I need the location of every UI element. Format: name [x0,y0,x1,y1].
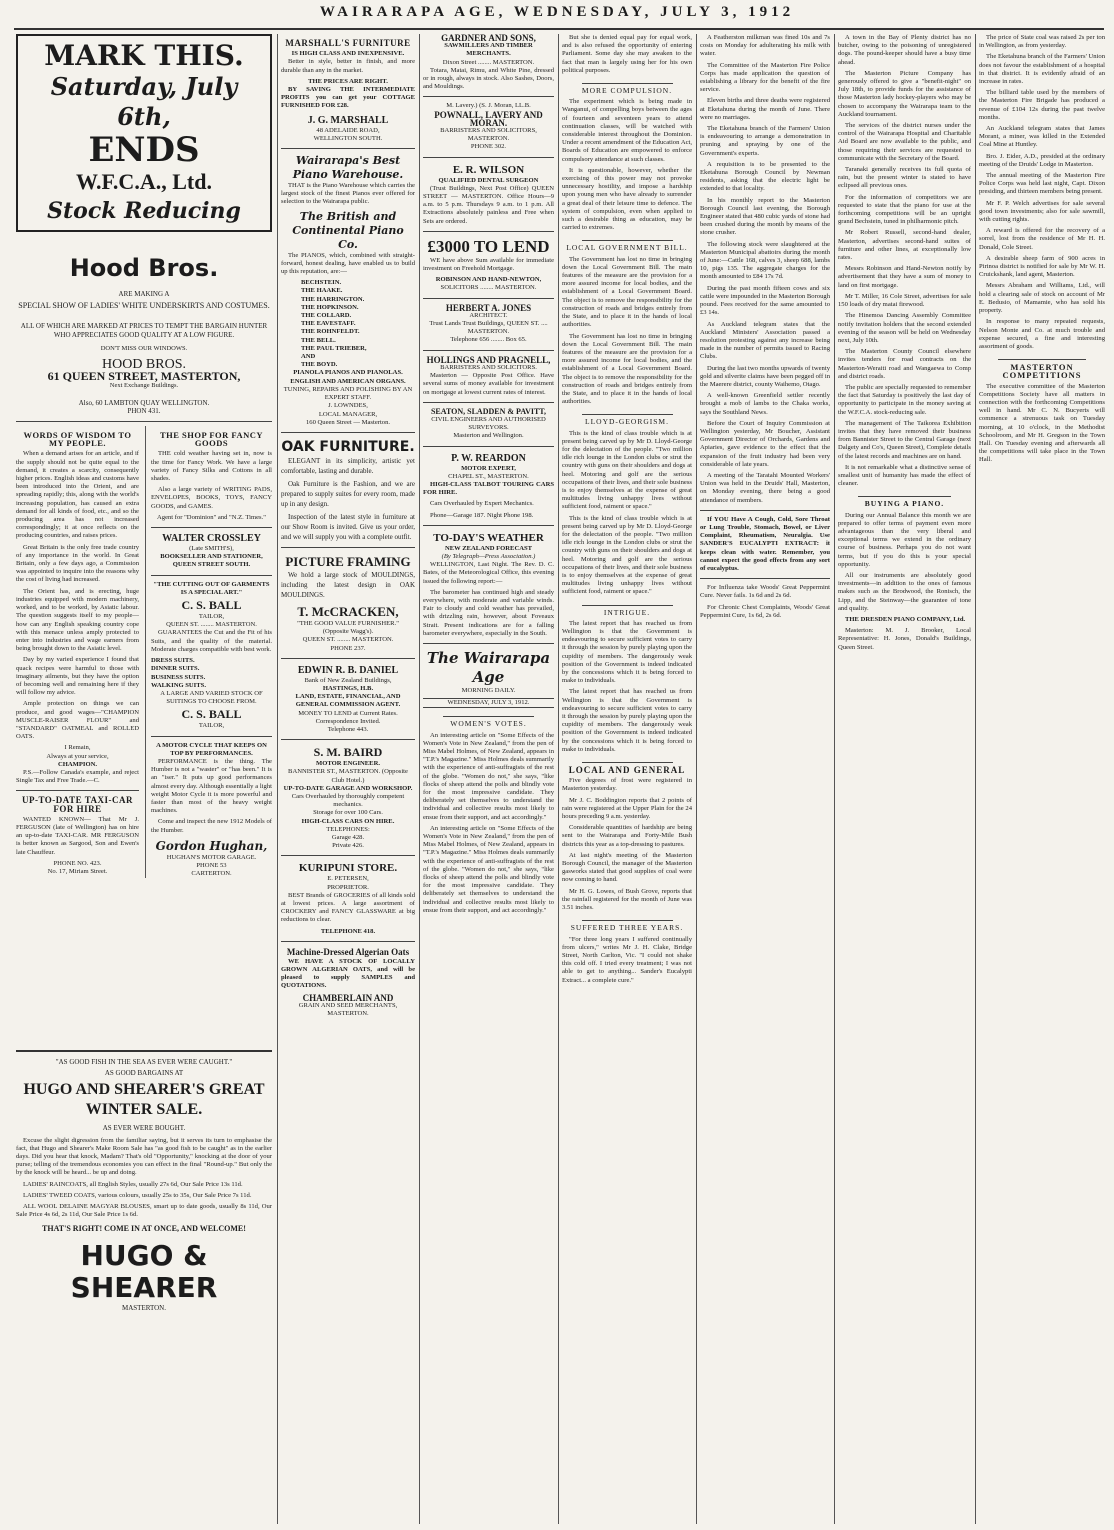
garner-sub: SAWMILLERS AND TIMBER MERCHANTS. [444,42,533,58]
col7-para: It is not remarkable what a distinctive sense of smallest unit of humanity has made the effect of cleaner. [838,463,971,488]
intrigue-text: The latest report that has reached us from Wellington is that the Government is endeavouring to secure sufficient votes to carry it through the session by purely playing upon the cupidity of members. The dangerously weak position of the Government is indeed indicated by the concessions which it is being forced to make to individuals. [562,688,692,753]
reardon-sub: MOTOR EXPERT, [461,464,516,472]
column-6 [838,34,971,1524]
humber-text: PERFORMANCE is the thing. The Humber is not a "waster" or "has been." It is an "iser." It puts up good performances almost every day. Although essentially a light weight Motor Cycle it is more powerful and faster than most of the heavy weight machines. [151,757,272,815]
mark-company: W.F.C.A., Ltd. [76,169,212,194]
col5-para: During the past month fifteen cows and six cattle were impounded in the Masterton Borough pound. Fees received for the same amounted to £3 14s. [700,284,830,317]
women-title: WOMEN'S VOTES. [423,716,554,728]
oats-text: WE HAVE A STOCK OF LOCALLY GROWN ALGERIAN OATS, and will be pleased to supply SAMPLES and QUOTATIONS. [281,957,415,990]
masthead-rule [14,28,1104,30]
hugo-closing: THAT'S RIGHT! COME IN AT ONCE, AND WELCOME! [42,1224,246,1234]
col6-para: A meeting of the Taratahi Mounted Workers' Union was held in the Druids' Hall, Masterton, on Monday evening, there being a good attendance of members. [700,471,830,504]
kuripuni-text: BEST Brands of GROCERIES of all kinds sold at lowest prices. A large assortment of CROCKERY and FANCY GLASSWARE at big reductions to clear. [281,891,415,924]
compulsion-title: MORE COMPULSION. [562,83,692,95]
masthead: WAIRARAPA AGE, WEDNESDAY, JULY 3, 1912 [319,4,795,20]
women-text: An interesting article on "Some Effects of the Women's Vote in New Zealand," from the pen of Miss Mabel Holmes, of New Zealand, appears in "T.P.'s Magazine." Miss Holmes deals summarily with the experience of anti-suffragists of the rest of the globe. "Women do not," she says, "like flocks of sheep attend the polls and blindly vote for the most impressive candidate. They deliberately set themselves to understand the individual and collective results most likely to ensue from their support, and act accordingly." [423,731,554,821]
ball-suit: WALKING SUITS. [151,681,206,689]
piano-sale-title: BUYING A PIANO. [838,496,971,508]
wilson-text: (Trust Buildings, Next Post Office) QUEEN STREET — MASTERTON. Office Hours—9 a.m. to 5 p.m. Thursdays 9 a.m. to 1 p.m. All Extractions absolutely painless and Free when Sets are ordered. [423,184,554,225]
column-divider [277,34,278,1524]
col5-para: A requisition is to be presented to the Eketahuna Borough Council by Newman residents, asking that the electric light be extended to that locality. [700,160,830,193]
hugo-title: HUGO AND SHEARER'S GREAT WINTER SALE. [23,1081,265,1119]
oak-text: ELEGANT in its simplicity, artistic yet comfortable, lasting and durable. [281,456,415,475]
suffered-text: "For three long years I suffered continually from ulcers," writes Mr J. H. Clake, Bridge Street, North Carlton, Vic. "I could not shake this cold off. I tried every treatment; I was not able to get to anything... Sander's Eucalypti Extract... a complete cure." [562,935,692,984]
column-divider [696,34,697,1524]
lend-text: WE have above Sum available for immediate investment on Freehold Mortgage. [423,256,554,273]
ball-street: QUEEN ST. ........ MASTERTON. [166,621,257,629]
col6-para: A town in the Bay of Plenty district has no butcher, owing to the poisoning of unregistered dogs. The pound-keeper should have a busy time ahead. [838,34,971,66]
wisdom-article [16,426,139,878]
taxi-text: WANTED KNOWN— That Mr J. FERGUSON (late of Wellington) has on hire an up-to-date TAXI-CAR. MR FERGUSON is better known as Sargood, Son and Ewen's late Chauffeur. [16,815,139,856]
ball-suit: BUSINESS SUITS. [151,673,206,681]
wisdom-sign: I Remain, [64,744,91,752]
hood-line: DON'T MISS OUR WINDOWS. [100,344,188,352]
hugo-shearer-ad [16,1050,272,1524]
column-7 [979,34,1105,1524]
col6-para: A well-known Greenfield settler recently brought a mob of lambs to the Chaka works, says the Southland News. [700,392,830,416]
kuripuni-name: E. PETERSEN, [327,875,369,883]
lavery-names: M. Lavery.) (S. J. Moran, LL.B. [446,102,531,110]
piano-brand: THE ROHNFELDT. [301,328,360,336]
hugo-sub2: AS EVER WERE BOUGHT. [102,1124,186,1133]
weather-sub: NEW ZEALAND FORECAST [444,544,533,552]
wisdom-para: Day by my varied experience I found that quack recipes were harmful to those with imaginary ailments, but they have the option of becoming well and remaining here if they will follow my advice. [16,656,139,697]
hugo-item: LADIES' TWEED COATS, various colours, usually 25s to 35s, Our Sale Price 7s 11d. [23,1191,252,1199]
col7-para: The Eketahuna branch of the Farmers' Union does not favour the establishment of a hospital in that district. It is evidently afraid of an increase in rates. [979,53,1105,86]
oats-title: Machine-Dressed Algerian Oats [286,946,410,957]
col5-para: The Eketahuna branch of the Farmers' Union is endeavouring to arrange a demonstration in pruning and spraying by one of the Government's experts. [700,125,830,157]
marshall-town: WELLINGTON SOUTH. [313,134,383,142]
hood-line: 61 QUEEN STREET, MASTERTON, [47,369,241,384]
hood-line: PHON 431. [127,406,161,415]
local-general-para: Mr H. G. Lowes, of Bush Grove, reports that the rainfall registered for the month of June was 3.51 inches. [562,887,692,912]
col7-para: An Auckland telegram states that James Morant, a miner, was killed in the Extended Coal Mine at Huntley. [979,125,1105,149]
column-1 [16,34,272,1034]
hood-line: HOOD BROS. [101,357,186,373]
kuripuni-title: KURIPUNI STORE. [298,862,398,875]
piano-brand: AND [301,353,316,361]
seaton-sub: CIVIL ENGINEERS AND AUTHORISED SURVEYORS. [431,415,546,432]
column-divider [975,34,976,1524]
col6-para: Taranaki generally receives its full quota of rain, but the present winter is stated to have eclipsed all previous ones. [838,166,971,190]
lloyd-title: LLOYD-GEORGISM. [562,414,692,426]
local-general-para: At last night's meeting of the Masterton Borough Council, the manager of the Masterton gasworks stated that good supplies of coal were now coming to hand. [562,851,692,884]
mccracken-phone: PHONE 237. [330,644,366,652]
piano-brand: THE PAUL TRIEBER, [301,344,367,352]
col6-para: The Masterton Picture Company has generously offered to give a "benefit-night" on July 18th, to provide funds for the assistance of those Masterton lady hockey-players who may be chosen to accompany the Wairarapa team to the Auckland tournament. [838,69,971,118]
fancy-agent: Agent for "Dominion" and "N.Z. Times." [157,513,266,521]
piano-brand: THE EAVESTAFF. [301,320,356,328]
jones-title: HERBERT A. JONES [445,302,532,313]
hugo-place: MASTERTON. [122,1303,166,1312]
col5-para: A Featherston milkman was fined 10s and 7s costs on Monday for adulterating his milk with water. [700,34,830,58]
wilson-title: E. R. WILSON [452,163,525,176]
garner-addr: Dixon Street ........ MASTERTON. [442,58,535,66]
intrigue-text: The latest report that has reached us from Wellington is that the Government is endeavouring to secure sufficient votes to carry it through the session by purely playing upon the cupidity of members. The dangerously weak position of the Government is indeed indicated by the concessions which it is being forced to make to individuals. [562,619,692,685]
weather-title: TO-DAY'S WEATHER [433,531,544,544]
col7-para: Messrs Abraham and Williams, Ltd., will hold a clearing sale of stock on account of Mr E. Bedusio, of Mamamie, who has sold his property. [979,282,1105,315]
taxi-title: UP-TO-DATE TAXI-CAR FOR HIRE [21,795,134,814]
col7-para: Messrs Robinson and Hand-Newton notify by advertisement that they have a sum of money to land on first mortgage. [838,265,971,289]
marshall-prices: THE PRICES ARE RIGHT. [308,77,388,85]
marshall-title: MARSHALL'S FURNITURE [285,38,411,48]
piano-organs: PIANOLA PIANOS AND PIANOLAS. [293,369,403,377]
taxi-address: No. 17, Miriam Street. [47,867,108,875]
humber-name: Gordon Hughan, [155,838,268,853]
suffered-title: SUFFERED THREE YEARS. [562,920,692,932]
weather-by: (By Telegraph—Press Association.) [441,552,536,560]
jones-phone: Telephone 656 ........ Box 65. [450,336,527,344]
marshall-text: Better in style, better in finish, and more durable than any in the market. [281,58,415,74]
col4-intro: But she is denied equal pay for equal work, and is also refused the opportunity of entering Parliament. Some day she may awaken to the fact that man is largely using her for his own political purposes. [562,34,692,74]
ball-role-2: TAILOR, [198,722,225,730]
hugo-top: "AS GOOD FISH IN THE SEA AS EVER WERE CAUGHT." [55,1058,233,1066]
hood-title: Hood Bros. [69,254,219,282]
piano-brand: THE BELL. [301,336,336,344]
local-gov-text: The Government has lost no time in bringing down the Local Government Bill. The main features of the measure are the provision for a more assured income for local bodies, and the establishment of a Local Government Board. The object is to remove the responsibility for the construction of roads and bridges entirely from the State, and to place it in the hands of local authorities. [562,255,692,329]
ball-quote: "THE CUTTING OUT OF GARMENTS IS A SPECIAL ART." [153,580,270,596]
daniel-sub: Bank of New Zealand Buildings, [304,676,392,684]
age-title: The Wairarapa Age [426,648,551,686]
wilson-sub: QUALIFIED DENTAL SURGEON [438,176,539,184]
garner-text: Totara, Matai, Rimu, and White Pine, dressed or in rough, always in stock. Also Sashes, Doors, and Mouldings. [423,66,554,91]
ball-name-2: C. S. BALL [181,707,242,722]
lloyd-text: This is the kind of class trouble which is at present being carved up by Mr D. Lloyd-George for the delectation of the people. "Two million idle rich lounge in the London clubs or strut the country with guns on their shoulders and dogs at heel. Motoring and golf are the serious occupations of their lives, and their sole business is to enjoy themselves at the expense of great multitudes living unhappy lives without sufficient food, raiment or space." [562,429,692,511]
hollings-title: HOLLINGS AND PRAGNELL, [426,354,551,365]
baird-hire: HIGH-CLASS CARS ON HIRE. [301,817,395,825]
piano-title: Wairarapa's Best Piano Warehouse. [292,154,404,182]
col7-para: The management of The Taikorea Exhibition invites that they have removed their business from Bannister Street to the Central Garage (next Dalgety and Co's, Queen Street), Complete details of the latest records and machines are on hand. [838,419,971,460]
humber-text: Come and inspect the new 1912 Models of the Humber. [151,818,272,834]
wisdom-sign: Always at your service, [46,752,109,760]
hugo-name: HUGO & SHEARER [70,1238,218,1304]
column-4 [562,34,692,1524]
mark-date: Saturday, July 6th, [50,72,238,131]
col5-para: The following stock were slaughtered at the Masterton Municipal abattoirs during the month of June:—Cattle 168, calves 3, sheep 688, lambs 10, pigs 135. The aggregate charges for the month amounted to £84 17s 7d. [700,240,830,281]
col7-para: The annual meeting of the Masterton Fire Police Corps was held last night, Capt. Dixon presiding, and thirteen members being present. [979,172,1105,196]
competitions-title: MASTERTON COMPETITIONS [979,359,1105,379]
col7-para: A reward is offered for the recovery of a sorrel, lost from the residence of Mr H. H. Donald, Cole Street. [979,227,1105,251]
column-divider [558,34,559,1524]
crossley-name: WALTER CROSSLEY [162,533,261,545]
col7-para: The Masterton County Council elsewhere invites tenders for road contracts on the Masterton-Weraiti road and Wangaewa to Comp and district roads. [838,348,971,380]
col6-para: During the last two months upwards of twenty gold and silverite claims have been pegged off in the Maerere district, county Waihemo, Otago. [700,364,830,388]
piano-sale-addr: Masterton: M. J. Brooker, Local Representative: H. Jones, Donald's Buildings, Queen Street. [838,627,971,651]
british-piano: The British and Continental Piano Co. [292,209,404,251]
piano-brand: THE HARRINGTON. [301,295,365,303]
daniel-title: EDWIN R. B. DANIEL [297,664,399,676]
piano-sale-name: THE DRESDEN PIANO COMPANY, Ltd. [845,616,966,623]
col6-para: For the information of competitors we are requested to state that the piano for use at the forthcoming competitions will be an upright grand Bechstein, tuned in philharmonic pitch. [838,193,971,226]
daniel-town: HASTINGS, H.B. [322,684,374,692]
piano-role: LOCAL MANAGER, [318,410,378,418]
lend-role: SOLICITORS ........ MASTERTON. [440,284,537,292]
jones-sub: ARCHITECT. [469,311,508,319]
fancy-title: THE SHOP FOR FANCY GOODS [159,430,264,449]
weather-text: WELLINGTON, Last Night. The Rev. D. C. Bates, of the Meteorological Office, this evening issued the following report:— [423,561,554,585]
daniel-role: LAND, ESTATE, FINANCIAL, AND GENERAL COMMISSION AGENT. [295,693,401,709]
women-text: An interesting article on "Some Effects of the Women's Vote in New Zealand," from the pen of Miss Mabel Holmes, of New Zealand, appears in "T.P.'s Magazine." Miss Holmes deals summarily with the experience of anti-suffragists of the rest of the globe. "Women do not," she says, "like flocks of sheep attend the polls and blindly vote for the most impressive candidate. They deliberately set themselves to understand the individual and collective results most likely to ensue from their support, and act accordingly." [423,824,554,914]
mccracken-name: T. McCRACKEN, [297,603,399,619]
local-gov-title: LOCAL GOVERNMENT BILL. [562,240,692,252]
lavery-sub: BARRISTERS AND SOLICITORS, MASTERTON. [440,127,537,143]
baird-garage: Garage 428. [331,833,365,841]
baird-private: Private 426. [332,842,364,850]
woods-ad: For Chronic Chest Complaints, Woods' Great Peppermint Cure, 1s 6d, 2s 6d. [700,603,830,619]
humber-garage: HUGHAN'S MOTOR GARAGE. [166,853,257,861]
daniel-money: MONEY TO LEND at Current Rates. [298,709,398,717]
baird-tels: TELEPHONES: [326,825,370,833]
col7-para: The public are specially requested to remember the fact that Saturday is positively the last day of opportunity to participate in the money saving at the W.F.C.A. stock-reducing sale. [838,383,971,416]
piano-brand: THE BOYD. [301,361,338,369]
wisdom-para: When a demand arises for an article, and if the supply should not be quite equal to the demand, it creates a scarcity, consequently higher prices. English ideas and customs have been introduced into the Orient, and are spreading rapidly; this, along with the world's increasing population, has caused an extra demand for all kinds of food, etc., and so the producing area has not increased correspondingly; it at once reflects on the producing countries, and raises prices. [16,450,139,540]
age-date: WEDNESDAY, JULY 3, 1912. [423,698,554,708]
column-3 [423,34,554,1524]
ball-suit: DINNER SUITS. [151,665,200,673]
ball-role: TAILOR, [198,613,225,621]
piano-manager: J. LOWNDES, [328,402,368,410]
weather-text2: The barometer has continued high and steady everywhere, with moderate and variable winds. Fair to cloudy and cold weather has prevailed, with drizzling rain, however, about Foveaux Strait. Present indications are for a falling barometer everywhere, especially in the South. [423,588,554,637]
col7-para: Mr Robert Russell, second-hand dealer, Masterton, advertises second-hand suites of furniture and other lines, at exceptionally low rates. [838,229,971,262]
piano-brand: THE HAAKE. [301,287,343,295]
mark-stock-reducing: Stock Reducing [47,198,241,224]
mccracken-opp: (Opposite Wagg's). [322,628,374,636]
col7-para: The price of State coal was raised 2s per ton in Wellington, as from yesterday. [979,34,1105,50]
reardon-addr: CHAPEL ST., MASTERTON. [448,472,529,480]
oats-name: CHAMBERLAIN AND [302,992,394,1003]
fancy-text: THE cold weather having set in, now is the time for Fancy Work. We have a large variety of Fancy Silks and Cottons in all shades. [151,450,272,483]
col7-para: Mr T. Miller, 16 Cole Street, advertises for sale 150 loads of dry matai firewood. [838,292,971,309]
lend-name: ROBINSON AND HAND-NEWTON, [435,276,542,284]
hood-line: Also, 60 LAMBTON QUAY WELLINGTON. [78,398,210,407]
hugo-text: Excuse the slight digression from the familiar saying, but it serves its turn to emphasise the fact, that Hugo and Shearer's Make Room Sale has "as good fish to be caught" as in the earlier days. Did you hear that knock, Madam? That's old "Opportunity," knocking at the door of your purse; telling of the tremendous economies you can effect in the final "Round-up." But only the by the knock will be heard... be up and doing. [16,1136,272,1177]
kuripuni-role: PROPRIETOR. [327,883,369,891]
reardon-title: P. W. REARDON [451,452,526,464]
wisdom-para: Great Britain is the only free trade country of any importance in the world. In Great Britain, only a few days ago, a Commission was appointed to inquire into the reasons why the cost of living had increased. [16,543,139,584]
local-general-title: LOCAL AND GENERAL [562,762,692,774]
garner-title: GARDNER AND SONS, [441,34,536,43]
mccracken-sub: "THE GOOD VALUE FURNISHER." [297,619,399,627]
mark-ends: ENDS [88,130,200,170]
piano-sale-text: All our instruments are absolutely good investments—in addition to the ones of famous makes such as the Brodwood, the Ronisch, the Lipp, and the Steinway—the guarantee of tone and quality. [838,571,971,612]
ball-suit: DRESS SUITS. [151,657,195,665]
oats-town: MASTERTON. [327,1010,369,1018]
piano-addr: 160 Queen Street — Masterton. [305,418,391,426]
marshall-name: J. G. MARSHALL [307,114,389,126]
hugo-item: LADIES' RAINCOATS, all English Styles, usually 27s 6d, Our Sale Price 13s 11d. [23,1180,243,1188]
col5-para: Eleven births and three deaths were registered at Eketahuna during the month of June. There were no marriages. [700,97,830,121]
column-2 [281,34,415,1524]
baird-text2: Cars Overhauled by thoroughly competent mechanics. [291,792,405,809]
wisdom-sign: CHAMPION. [57,760,97,768]
mark-this-ad [16,34,272,232]
column-divider [419,34,420,1524]
hollings-text: Masterton — Opposite Post Office. Have several sums of money available for investment on mortgage at lowest current rates of interest. [423,372,554,396]
local-gov-text: The Government has lost no time in bringing down the Local Government Bill. The main features of the measure are the provision for a more assured income for local bodies, and the establishment of a Local Government Board. The object is to remove the responsibility for the construction of roads and bridges entirely from the State, and to place it in the hands of local authorities. [562,332,692,406]
crossley-street: QUEEN STREET SOUTH. [172,561,251,569]
piano-text2: The PIANOS, which, combined with straight-forward, honest dealing, have enabled us to build up this reputation, are:— [281,251,415,276]
wisdom-ps: P.S.—Follow Canada's example, and reject Single Tax and Free Trade.—C. [16,768,139,785]
piano-brands [301,279,415,369]
jones-addr: Trust Lands Trust Buildings, QUEEN ST. .... MASTERTON. [429,320,548,336]
hood-bros-ad [16,254,272,422]
column-5 [700,34,830,1524]
marshall-sub: IS HIGH CLASS AND INEXPENSIVE. [291,50,405,58]
hood-line: Next Exchange Buildings. [109,382,179,390]
mark-title: MARK THIS. [44,39,244,72]
col7-para: In response to many repeated requests, Nelson Monte and Co. at much trouble and expense secured, a fine and interesting assortment of goods. [979,318,1105,350]
col5-para: The Committee of the Masterton Fire Police Corps has made application the question of establishing a library for the benefit of the fire service. [700,61,830,94]
lloyd-text: This is the kind of class trouble which is at present being carved up by Mr D. Lloyd-George for the delectation of the people. "Two million idle rich lounge in the London clubs or strut the country with guns on their shoulders and dogs at heel. Motoring and golf are the serious occupations of their lives, and their sole business is to enjoy themselves at the expense of great multitudes living unhappy lives without sufficient food, raiment or space." [562,514,692,596]
humber-town: CARTERTON. [191,870,232,878]
seaton-title: SEATON, SLADDEN & PAVITT, [430,406,547,416]
daniel-corr: Correspondence Invited. [315,717,381,725]
hood-line: ARE MAKING A [118,290,170,298]
picture-title: PICTURE FRAMING [285,553,411,569]
lavery-phone: PHONE 302. [470,143,507,151]
local-general-para: Considerable quantities of hardship are being sent to the Wairarapa and Forty-Mile Bush districts this year as a top-dressing to pastures. [562,824,692,848]
col5-para: In his monthly report to the Masterton Borough Council last evening, the Borough Engineer stated that 480 cubic yards of stone had been crushed during the month by means of the stone crusher. [700,196,830,237]
reardon-text: HIGH-CLASS TALBOT TOURING CARS FOR HIRE. [423,480,554,497]
mccracken-addr: QUEEN ST. ........ MASTERTON. [302,636,394,644]
baird-text3: Storage for over 100 Cars. [313,809,383,817]
compulsion-para: The experiment which is being made in Wanganui, of compelling boys between the ages of fourteen and seventeen years to attend continuation classes, will be watched with considerable interest throughout the Dominion. Under a recent amendment of the Education Act, Boards of Education are empowered to enforce compulsory attendance at such classes. [562,98,692,163]
reardon-text2: Cars Overhauled by Expert Mechanics. [430,500,534,508]
oak-text: Inspection of the latest style in furniture at our Show Room is invited. Give us your order, and we will supply you with a complete outfit. [281,512,415,541]
daniel-tel: Telephone 443. [327,725,369,733]
piano-tuning: TUNING, REPAIRS AND POLISHING BY AN EXPERT STAFF. [283,385,413,402]
hollings-sub: BARRISTERS AND SOLICITORS. [440,363,537,371]
col2-lower [145,426,272,878]
age-sub: MORNING DAILY. [461,686,516,694]
piano-english: ENGLISH AND AMERICAN ORGANS. [290,377,406,385]
piano-brand: BECHSTEIN. [301,279,342,287]
wisdom-para: The Orient has, and is erecting, huge industries equipped with modern machinery, worked, and to be worked, by Asiatic labour. The question suggests itself to my people—how can any English speaking country cope with this menace unless amply protected to enter into industries and wage earners from being brought down to the Asiatic level. [16,587,139,653]
wisdom-title: WORDS OF WISDOM TO MY PEOPLE. [23,430,132,449]
col7-para: The Hinemoa Dancing Assembly Committee notify invitation holders that the second extended evening of the season will be held on Wednesday next, July 10th. [838,312,971,344]
woods-ad: For Influenza take Woods' Great Peppermint Cure. Never fails. 1s 6d and 2s 6d. [700,584,830,600]
humber-phone: PHONE 53 [196,861,227,869]
wisdom-para: Ample protection on things we can produce, and good wages—"CHAMPION MUSCLE-RAISER FLOUR" and "STANDARD" OATMEAL and ROLLED OATS. [16,700,139,741]
picture-text: We hold a large stock of MOULDINGS, including the latest design in OAK MOULDINGS. [281,570,415,599]
oak-title: OAK FURNITURE. [281,438,415,455]
intrigue-title: INTRIGUE. [562,605,692,617]
humber-title: A MOTOR CYCLE THAT KEEPS ON TOP BY PERFORMANCES. [156,741,267,757]
col7-para: Bro. J. Eider, A.D., presided at the ordinary meeting of the Druids' Lodge in Masterton. [979,152,1105,168]
col6-para: Before the Court of Inquiry Commission at Wellington yesterday, Mr Boucher, Assistant Government Director of Orchards, Gardens and Apiaries, gave evidence to the effect that the expansion of the fruit industry had been very considerable of late years. [700,419,830,468]
ball-text: GUARANTEES the Cut and the Fit of his Suits, and the quality of the material. Moderate charges compatible with best work. [151,629,272,653]
piano-brand: THE HOPKINSON. [301,303,359,311]
col6-para: The services of the district nurses under the control of the Wairarapa Hospital and Charitable Aid Board are now available to the public, and those requiring their services are requested to communicate with the Secretary of the Board. [838,122,971,162]
lavery-title: POWNALL, LAVERY AND MORAN. [434,109,543,128]
compulsion-para: It is questionable, however, whether the exercising of this power may not provoke unnecessary hostility, and impose a hardship upon young men who have already to surrender a great deal of their leisure time to defence. The system of compulsion, even when applied to such a desirable thing as education, may be carried to extremes. [562,166,692,232]
crossley-trade: BOOKSELLER AND STATIONER, [160,553,263,561]
seaton-text: Masterton and Wellington. [453,432,524,440]
baird-text: UP-TO-DATE GARAGE AND WORKSHOP. [283,784,413,792]
lend-amount: £3000 TO LEND [427,236,550,256]
sanders-ad: If YOU Have A Cough, Cold, Sore Throat or Lung Trouble, Stomach, Bowel, or Liver Complaint, Rheumatism, Neuralgia. Use SANDER'S EUCALYPTI EXTRACT: it keeps clean with water. Remember, you cannot expect the good effects from any sort of eucalyptus. [700,515,830,572]
baird-addr: BANNISTER ST., MASTERTON. (Opposite Club Hotel.) [288,768,408,784]
col7-para: The billiard table used by the members of the Masterton Fire Brigade has produced a revenue of £104 12s during the past twelve months. [979,89,1105,121]
column-divider [834,34,835,1524]
col7-para: A desirable sheep farm of 900 acres in Pirinoa district is notified for sale by Mr W. H. Cruickshank, land agent, Masterton. [979,254,1105,279]
baird-sub: MOTOR ENGINEER. [316,760,380,768]
hugo-item: ALL WOOL DELAINE MAGYAR BLOUSES, smart up to date goods, usually 8s 11d, Our Sale Price 4s 6d, 2s 11d, Our Sale Price 1s 6d. [16,1203,272,1219]
baird-title: S. M. BAIRD [313,745,383,760]
hugo-sub: AS GOOD BARGAINS AT [104,1069,184,1078]
piano-sale-text: During our Annual Balance this month we are prepared to offer terms of payment even more advantageous than the very liberal and exceptional terms we extend in the ordinary course of business. Perhaps you do not want terms, but if you do this is your special opportunity. [838,511,971,568]
col7-para: Mr F. P. Welch advertises for sale several good town investments; also for sale sawmill, with cutting rights. [979,199,1105,224]
taxi-phone: PHONE NO. 423. [53,859,102,867]
competitions-text: The executive committee of the Masterton Competitions Society have all matters in connection with the forthcoming Competitions well in hand. Mr C. N. Bucyerts will commence a strenuous task on Tuesday morning, at 10 o'clock, in the Methodist Schoolroom, and Mr H. Gregson in the Town Hall. On Tuesday evening and afterwards all the competitions will take place in the Town Hall. [979,382,1105,464]
reardon-phone: Phone—Garage 187. Night Phone 198. [430,511,534,519]
oak-text: Oak Furniture is the Fashion, and we are prepared to supply suites for every room, made up in any design. [281,479,415,508]
hood-line: ALL OF WHICH ARE MARKED AT PRICES TO TEMPT THE BARGAIN HUNTER WHO APPRECIATES GOOD QUALITY AT A LOW FIGURE. [20,322,268,339]
kuripuni-tel: TELEPHONE 418. [320,927,376,935]
marshall-save: BY SAVING THE INTERMEDIATE PROFITS you can get your COTTAGE FURNISHED FOR £28. [281,86,415,110]
ball-stock: A LARGE AND VARIED STOCK OF SUITINGS TO CHOOSE FROM. [160,689,263,706]
piano-brand: THE COLLARD. [301,312,352,320]
ball-name: C. S. BALL [181,598,242,613]
local-general-para: Mr J. C. Boddington reports that 2 points of rain were registered at the Upper Plain for the 24 hours preceding 9 a.m. yesterday. [562,796,692,821]
crossley-late: (Late SMITH'S), [189,545,234,553]
piano-text: THAT is the Piano Warehouse which carries the largest stock of the finest Pianos ever offered for selection to the Wairarapa public. [281,182,415,206]
fancy-text: Also a large variety of WRITING PADS, ENVELOPES, BOOKS, TOYS, FANCY GOODS, and GAMES. [151,486,272,510]
hood-line: SPECIAL SHOW OF LADIES' WHITE UNDERSKIRTS AND COSTUMES. [18,301,270,311]
marshall-address: 48 ADELAIDE ROAD, [316,126,380,134]
local-general-para: Five degrees of frost were registered in Masterton yesterday. [562,777,692,793]
oats-name2: GRAIN AND SEED MERCHANTS, [298,1001,398,1009]
col6-para: As Auckland telegram states that the Auckland Ministers' Association passed a resolution protesting against any increase being made in the number of permits issued to Racing Clubs. [700,320,830,361]
